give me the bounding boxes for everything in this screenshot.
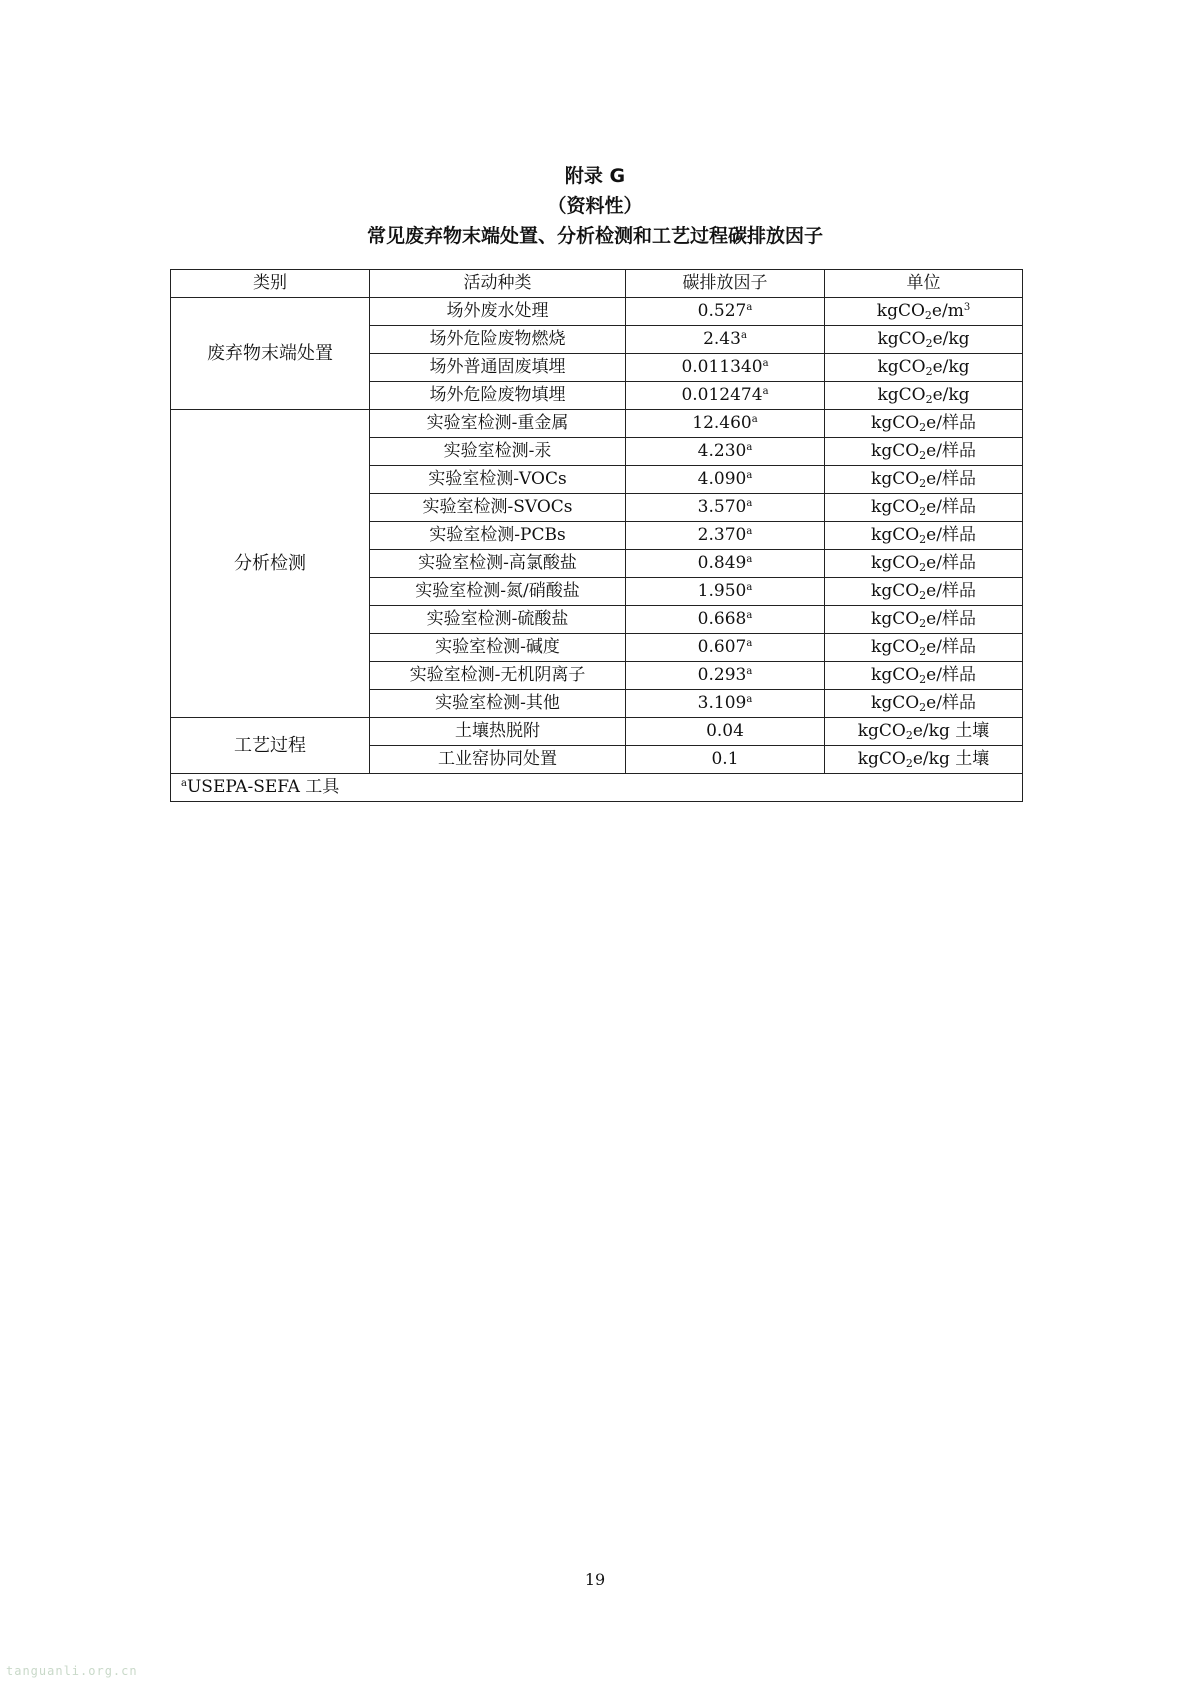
unit-cell <box>825 550 1023 578</box>
factor-note-mark: a <box>746 470 753 481</box>
factor-cell <box>626 634 825 662</box>
unit-subscript: 2 <box>919 645 927 658</box>
activity-cell: 土壤热脱附 <box>370 718 626 746</box>
activity-cell: 实验室检测-VOCs <box>370 466 626 494</box>
unit-subscript: 2 <box>905 729 913 742</box>
factor-cell <box>626 662 825 690</box>
unit-cell <box>825 606 1023 634</box>
appendix-type: （资料性） <box>547 195 643 217</box>
unit-suffix: e/kg <box>932 357 970 377</box>
factor-cell <box>626 382 825 410</box>
unit-suffix: e/kg <box>932 385 970 405</box>
unit-suffix: e/样品 <box>926 525 976 545</box>
unit-cell <box>825 746 1023 774</box>
factor-value: 0.012474 <box>681 385 763 405</box>
factor-cell <box>626 298 825 326</box>
unit-subscript: 2 <box>919 505 927 518</box>
unit-prefix: kgCO <box>871 525 920 545</box>
unit-subscript: 2 <box>919 589 927 602</box>
table-row <box>171 410 1023 438</box>
unit-prefix: kgCO <box>871 441 920 461</box>
factor-cell <box>626 466 825 494</box>
factor-cell <box>626 326 825 354</box>
header-activity: 活动种类 <box>370 270 626 298</box>
factor-value: 4.090 <box>697 469 747 489</box>
unit-prefix: kgCO <box>871 553 920 573</box>
unit-cell <box>825 578 1023 606</box>
activity-cell: 实验室检测-PCBs <box>370 522 626 550</box>
unit-suffix: e/样品 <box>926 413 976 433</box>
activity-cell: 实验室检测-其他 <box>370 690 626 718</box>
emission-factor-table <box>170 269 1023 802</box>
unit-cell <box>825 690 1023 718</box>
unit-subscript: 2 <box>919 701 927 714</box>
factor-value: 0.04 <box>706 721 744 741</box>
factor-note-mark: a <box>746 610 753 621</box>
activity-cell: 实验室检测-碱度 <box>370 634 626 662</box>
factor-note-mark: a <box>762 358 769 369</box>
factor-note-mark: a <box>746 554 753 565</box>
factor-cell <box>626 690 825 718</box>
unit-subscript: 2 <box>919 561 927 574</box>
unit-prefix: kgCO <box>877 329 926 349</box>
unit-suffix: e/m <box>931 301 964 321</box>
factor-value: 4.230 <box>697 441 747 461</box>
unit-cell <box>825 382 1023 410</box>
activity-cell: 场外废水处理 <box>370 298 626 326</box>
unit-prefix: kgCO <box>871 609 920 629</box>
activity-cell: 实验室检测-SVOCs <box>370 494 626 522</box>
factor-note-mark: a <box>746 526 753 537</box>
unit-subscript: 2 <box>919 533 927 546</box>
activity-cell: 实验室检测-高氯酸盐 <box>370 550 626 578</box>
factor-value: 0.1 <box>711 749 739 769</box>
factor-note-mark: a <box>746 498 753 509</box>
unit-prefix: kgCO <box>857 749 906 769</box>
unit-subscript: 2 <box>919 449 927 462</box>
unit-suffix: e/样品 <box>926 581 976 601</box>
factor-note-mark: a <box>746 302 753 313</box>
factor-note-mark: a <box>746 442 753 453</box>
factor-note-mark: a <box>746 638 753 649</box>
factor-cell <box>626 578 825 606</box>
unit-cell <box>825 410 1023 438</box>
factor-value: 3.109 <box>697 693 747 713</box>
activity-cell: 场外危险废物燃烧 <box>370 326 626 354</box>
unit-suffix: e/样品 <box>926 637 976 657</box>
appendix-title: 附录 G <box>564 165 626 187</box>
factor-cell <box>626 522 825 550</box>
table-row <box>171 298 1023 326</box>
unit-suffix: e/样品 <box>926 553 976 573</box>
unit-suffix: e/样品 <box>926 469 976 489</box>
factor-value: 1.950 <box>697 581 747 601</box>
factor-value: 0.607 <box>697 637 747 657</box>
factor-cell <box>626 718 825 746</box>
factor-value: 2.370 <box>697 525 747 545</box>
unit-prefix: kgCO <box>871 497 920 517</box>
activity-cell: 场外普通固废填埋 <box>370 354 626 382</box>
unit-prefix: kgCO <box>871 469 920 489</box>
factor-value: 0.293 <box>697 665 747 685</box>
header-category: 类别 <box>171 270 370 298</box>
unit-subscript: 2 <box>905 757 913 770</box>
factor-value: 12.460 <box>692 413 752 433</box>
unit-prefix: kgCO <box>871 693 920 713</box>
factor-cell <box>626 606 825 634</box>
activity-cell: 实验室检测-无机阴离子 <box>370 662 626 690</box>
factor-cell <box>626 438 825 466</box>
unit-subscript: 2 <box>919 617 927 630</box>
activity-cell: 实验室检测-硫酸盐 <box>370 606 626 634</box>
unit-prefix: kgCO <box>857 721 906 741</box>
unit-prefix: kgCO <box>871 413 920 433</box>
factor-value: 2.43 <box>703 329 741 349</box>
unit-suffix: e/样品 <box>926 665 976 685</box>
unit-cell <box>825 662 1023 690</box>
unit-prefix: kgCO <box>871 665 920 685</box>
page-number: 19 <box>584 1570 606 1589</box>
factor-cell <box>626 550 825 578</box>
activity-cell: 实验室检测-重金属 <box>370 410 626 438</box>
activity-cell: 工业窑协同处置 <box>370 746 626 774</box>
activity-cell: 实验室检测-氮/硝酸盐 <box>370 578 626 606</box>
footnote-cell <box>171 774 1023 802</box>
table-header-row <box>171 270 1023 298</box>
factor-note-mark: a <box>746 582 753 593</box>
unit-subscript: 2 <box>925 337 933 350</box>
header-unit: 单位 <box>825 270 1023 298</box>
unit-subscript: 2 <box>925 393 933 406</box>
factor-note-mark: a <box>762 386 769 397</box>
unit-prefix: kgCO <box>877 357 926 377</box>
unit-suffix: e/kg 土壤 <box>912 721 990 741</box>
unit-subscript: 2 <box>919 421 927 434</box>
unit-superscript: 3 <box>963 302 971 313</box>
unit-prefix: kgCO <box>871 581 920 601</box>
unit-cell <box>825 438 1023 466</box>
header-factor: 碳排放因子 <box>626 270 825 298</box>
unit-subscript: 2 <box>919 673 927 686</box>
unit-cell <box>825 634 1023 662</box>
category-cell: 分析检测 <box>171 410 370 718</box>
factor-note-mark: a <box>746 694 753 705</box>
footnote-mark: a <box>181 778 187 789</box>
factor-value: 3.570 <box>697 497 747 517</box>
activity-cell: 场外危险废物填埋 <box>370 382 626 410</box>
table-row <box>171 718 1023 746</box>
factor-note-mark: a <box>740 330 747 341</box>
unit-cell <box>825 354 1023 382</box>
unit-suffix: e/样品 <box>926 693 976 713</box>
unit-cell <box>825 494 1023 522</box>
unit-cell <box>825 522 1023 550</box>
factor-value: 0.011340 <box>681 357 763 377</box>
factor-value: 0.849 <box>697 553 747 573</box>
unit-prefix: kgCO <box>877 385 926 405</box>
unit-cell <box>825 718 1023 746</box>
unit-suffix: e/样品 <box>926 441 976 461</box>
table-caption: 常见废弃物末端处置、分析检测和工艺过程碳排放因子 <box>366 225 823 247</box>
factor-cell <box>626 746 825 774</box>
factor-cell <box>626 494 825 522</box>
unit-prefix: kgCO <box>876 301 925 321</box>
factor-value: 0.527 <box>697 301 747 321</box>
category-cell: 废弃物末端处置 <box>171 298 370 410</box>
unit-cell <box>825 326 1023 354</box>
factor-note-mark: a <box>746 666 753 677</box>
factor-cell <box>626 354 825 382</box>
unit-subscript: 2 <box>925 365 933 378</box>
activity-cell: 实验室检测-汞 <box>370 438 626 466</box>
table-body <box>171 298 1023 774</box>
unit-suffix: e/样品 <box>926 609 976 629</box>
footnote-row <box>171 774 1023 802</box>
factor-note-mark: a <box>751 414 758 425</box>
factor-cell <box>626 410 825 438</box>
unit-subscript: 2 <box>919 477 927 490</box>
unit-suffix: e/kg <box>932 329 970 349</box>
category-cell: 工艺过程 <box>171 718 370 774</box>
footnote-text: USEPA-SEFA 工具 <box>186 777 340 797</box>
unit-suffix: e/kg 土壤 <box>912 749 990 769</box>
factor-value: 0.668 <box>697 609 747 629</box>
unit-subscript: 2 <box>924 309 932 322</box>
unit-cell <box>825 298 1023 326</box>
unit-cell <box>825 466 1023 494</box>
watermark: tanguanli.org.cn <box>6 1664 138 1678</box>
unit-suffix: e/样品 <box>926 497 976 517</box>
unit-prefix: kgCO <box>871 637 920 657</box>
